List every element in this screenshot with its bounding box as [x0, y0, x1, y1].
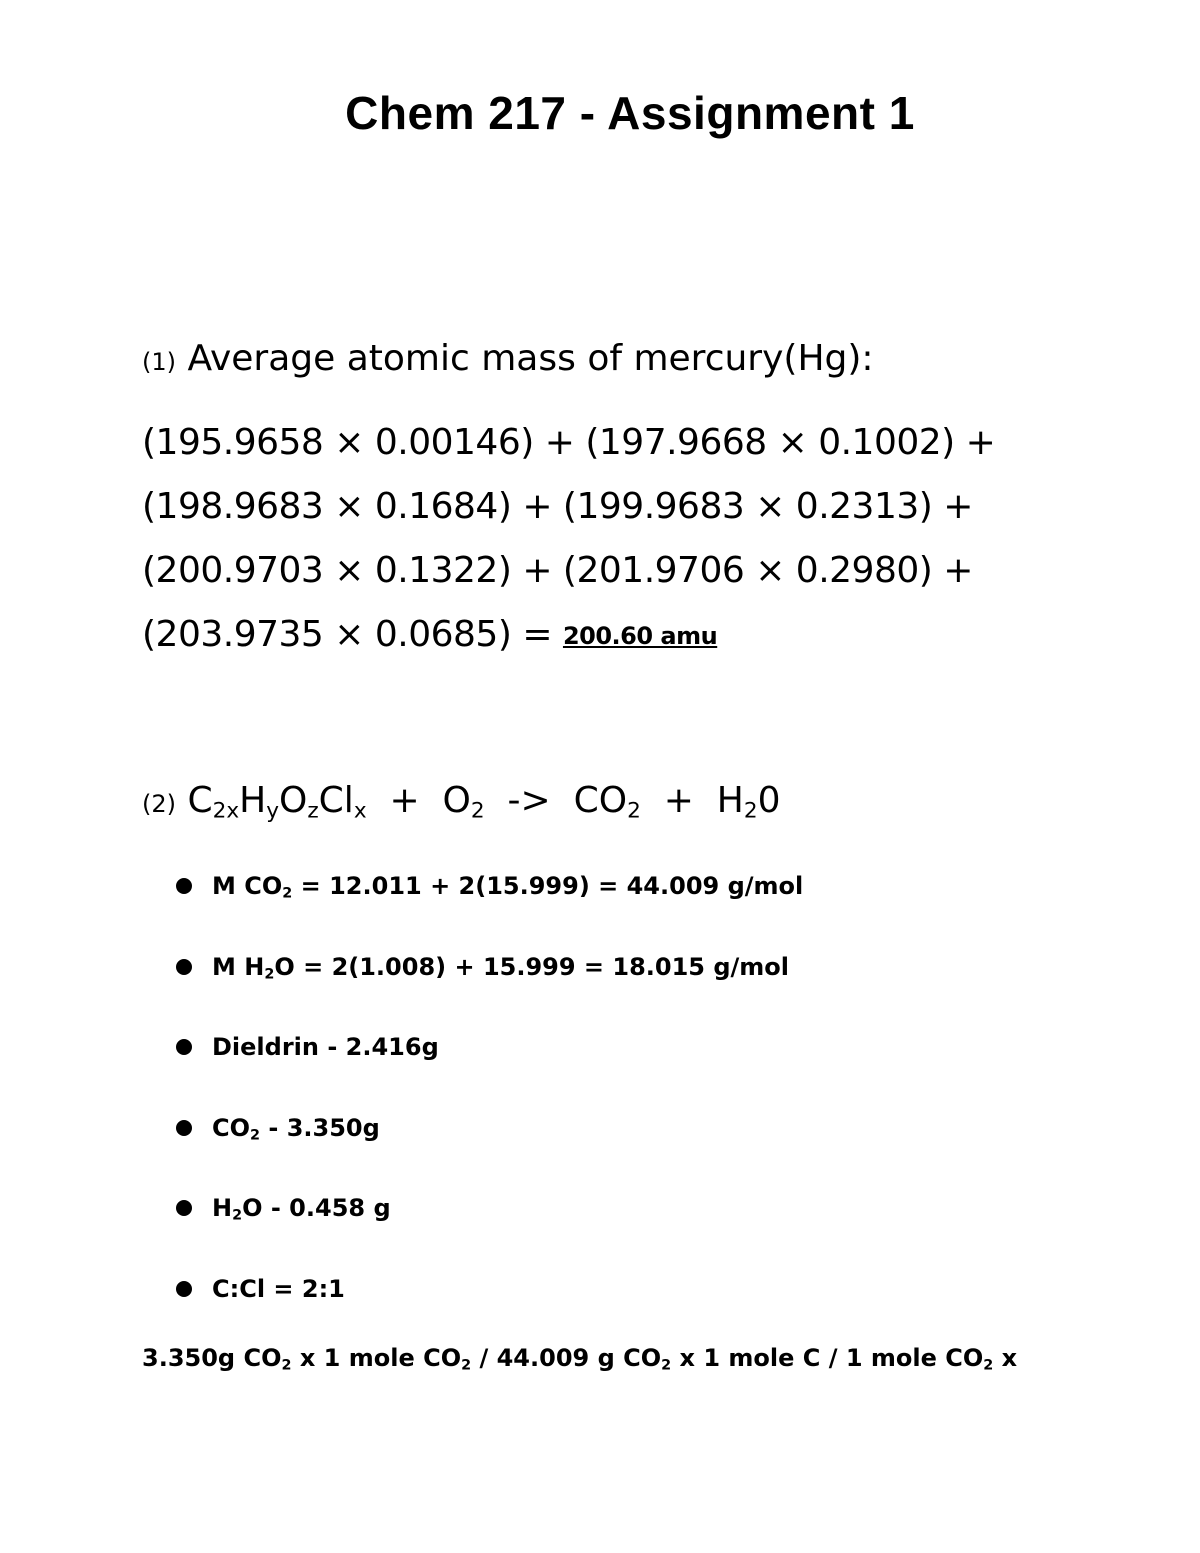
eq-h: H — [239, 780, 267, 821]
eq-o2: O — [442, 780, 471, 821]
h2o-mass: $H_2O - 0.458$ g — [212, 1194, 391, 1224]
eq-h2o-o: 0 — [757, 780, 781, 821]
bullet-icon — [176, 1120, 192, 1136]
mole-calculation-line: 3.350g $CO_2$ x 1 mole $CO_2 / 44.009$ g $CO_2$ x 1 mole C / 1 mole $CO_2$ x — [142, 1344, 1018, 1374]
bullet-icon — [176, 959, 192, 975]
eq-h2o-h: H — [716, 780, 744, 821]
question-1-heading — [142, 338, 874, 379]
eq-plus-1: + — [389, 780, 420, 821]
co2-mass: $CO_2 - 3.350g$ — [212, 1113, 380, 1144]
bullet-icon — [176, 1039, 192, 1055]
list-item — [176, 953, 803, 1034]
mass-calc-line-3: (200.9703 × 0.1322) + (201.9706 × 0.2980) + — [142, 550, 973, 591]
eq-c-sub: 2x — [212, 798, 240, 824]
eq-o-sub: z — [307, 798, 319, 824]
eq-cl-sub: x — [353, 798, 367, 824]
list-item — [176, 872, 803, 953]
eq-o2-sub: 2 — [470, 798, 485, 824]
list-item — [176, 1033, 803, 1114]
bullet-icon — [176, 1200, 192, 1216]
eq-o: O — [278, 780, 308, 821]
eq-co2-sub: 2 — [627, 798, 641, 824]
eq-cl: Cl — [318, 780, 354, 821]
eq-h2o-sub: 2 — [743, 798, 758, 824]
mass-calc-line-4-text: (203.9735 × 0.0685) = — [142, 614, 552, 655]
molar-mass-h2o: M $H_2O = 2(1.008) + 15.999 = 18.015$ g/mol — [212, 952, 790, 983]
mass-calc-line-2: (198.9683 × 0.1684) + (199.9683 × 0.2313) + — [142, 486, 973, 527]
given-data-list — [176, 872, 803, 1355]
mass-calc-line-4 — [142, 614, 717, 655]
question-2-number: (2) — [142, 790, 176, 818]
eq-c: C — [187, 780, 213, 821]
mass-calc-line-1: (195.9658 × 0.00146) + (197.9668 × 0.1002) + — [142, 422, 996, 463]
bullet-icon — [176, 1281, 192, 1297]
list-item — [176, 1275, 803, 1356]
dieldrin-mass: Dieldrin - 2.416g — [212, 1033, 439, 1061]
question-1-text: Average atomic mass of mercury(Hg): — [187, 338, 874, 379]
mass-answer: 200.60 amu — [562, 622, 718, 650]
list-item — [176, 1194, 803, 1275]
eq-h-sub: y — [266, 798, 279, 824]
c-cl-ratio: C:Cl = 2:1 — [212, 1274, 345, 1303]
question-1-number: (1) — [142, 348, 176, 376]
list-item — [176, 1114, 803, 1195]
eq-arrow: -> — [507, 780, 551, 821]
molar-mass-co2: M $CO_2 = 12.011 + 2(15.999) = 44.009$ g/mol — [212, 872, 804, 902]
eq-co2: CO — [573, 780, 628, 821]
eq-plus-2: + — [663, 780, 694, 821]
question-2-heading — [142, 780, 781, 823]
page-title: Chem 217 - Assignment 1 — [345, 87, 915, 139]
bullet-icon — [176, 878, 192, 894]
reaction-equation — [187, 780, 781, 824]
